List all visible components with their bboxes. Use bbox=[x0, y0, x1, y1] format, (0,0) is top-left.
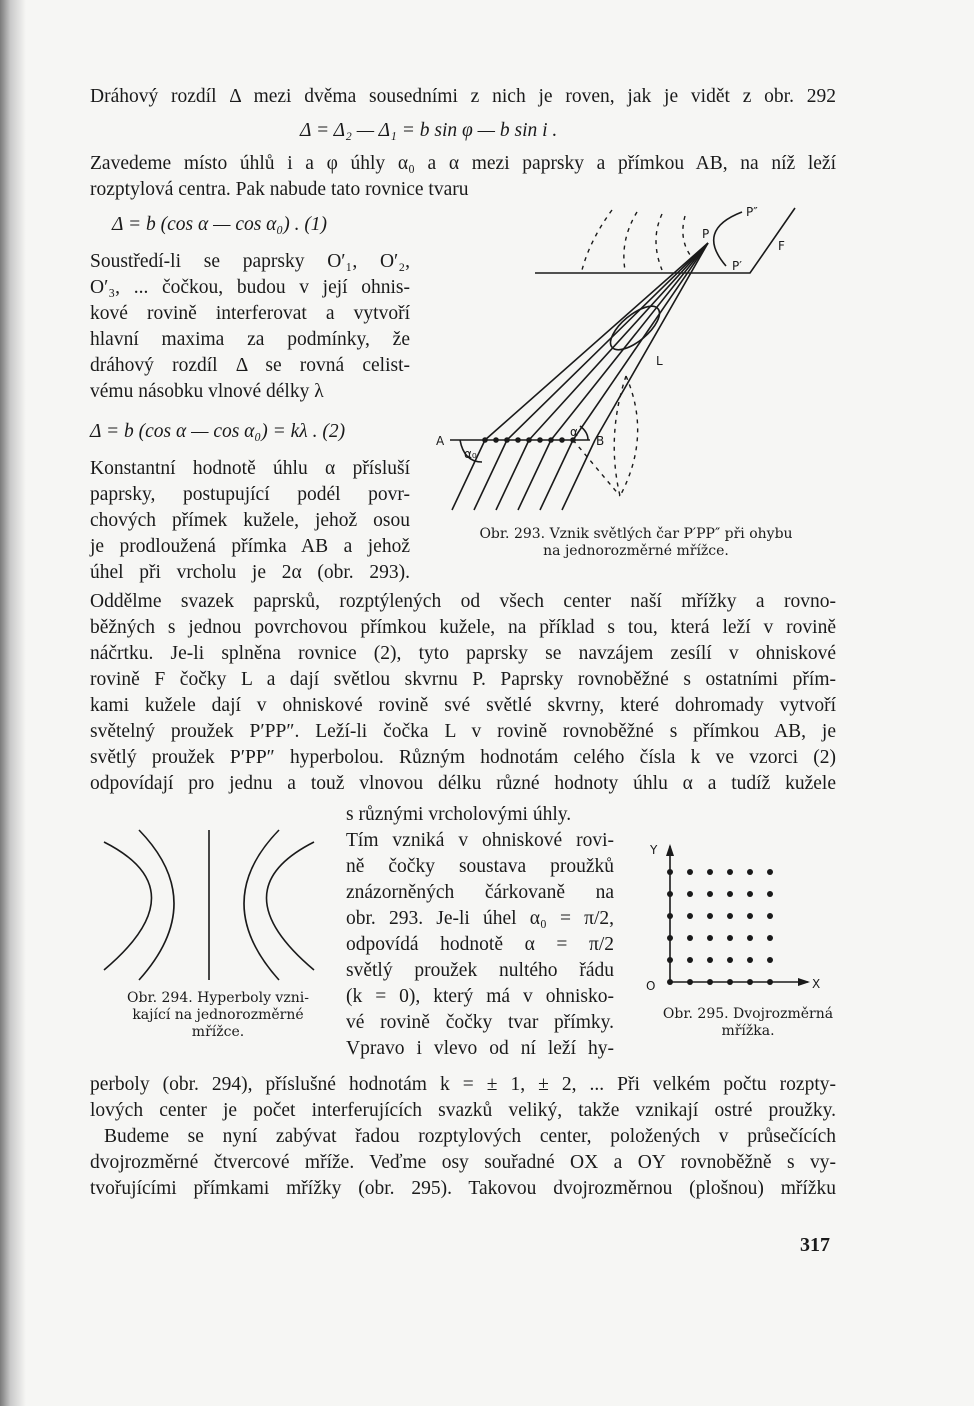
equation-2: Δ = b (cos α — cos α₀) = kλ . (2) bbox=[90, 421, 346, 442]
dashed-cone-arc bbox=[620, 376, 638, 496]
lattice-point bbox=[747, 935, 753, 941]
text-line: Tím vzniká v ohniskové rovi- bbox=[346, 830, 614, 851]
caption-line: Obr. 293. Vznik světlých čar P′PP″ při ohybu bbox=[479, 526, 793, 542]
lattice-point bbox=[687, 979, 693, 985]
hyperbola-right-outer bbox=[267, 842, 315, 970]
caption-line: Obr. 294. Hyperboly vzni- bbox=[127, 990, 309, 1006]
text-line: odpovídají pro jednu a touž vlnovou délku různé hodnoty úhlu α a tudíž kužele bbox=[90, 773, 836, 794]
lattice-point bbox=[667, 869, 673, 875]
lattice-point bbox=[687, 935, 693, 941]
text-line: kové rovině interferovat a vytvoří bbox=[90, 303, 410, 324]
text-line: rovině F čočky L a dají světlou skvrnu P. Paprsky rovnoběžné s ostatními přím- bbox=[90, 669, 836, 690]
y-axis-arrow-icon bbox=[666, 844, 674, 856]
label-x: X bbox=[812, 977, 821, 991]
lattice-point bbox=[747, 869, 753, 875]
text-line: Zavedeme místo úhlů i a φ úhly α₀ a α mezi paprsky a přímkou AB, na níž leží bbox=[90, 153, 836, 174]
scattering-centers bbox=[482, 437, 576, 443]
lattice-point bbox=[727, 935, 733, 941]
lattice-point bbox=[767, 935, 773, 941]
lattice-point bbox=[767, 891, 773, 897]
lattice-point bbox=[707, 913, 713, 919]
text-line: Konstantní hodnotě úhlu α přísluší bbox=[90, 458, 410, 479]
lattice-point bbox=[687, 891, 693, 897]
lattice-point bbox=[687, 869, 693, 875]
lattice-point bbox=[727, 891, 733, 897]
lattice-point bbox=[687, 913, 693, 919]
lattice-point bbox=[727, 869, 733, 875]
lattice-point bbox=[707, 957, 713, 963]
hyperbola-left-inner bbox=[139, 830, 174, 980]
lattice-point bbox=[747, 913, 753, 919]
figure-295-caption bbox=[650, 1006, 846, 1040]
figure-294-caption bbox=[100, 990, 336, 1041]
lattice-point bbox=[767, 913, 773, 919]
text-line: dráhový rozdíl Δ se rovná celist- bbox=[90, 355, 410, 376]
text-line: Budeme se nyní zabývat řadou rozptylových center, položených v průsečících bbox=[104, 1126, 836, 1147]
equation-1: Δ = b (cos α — cos α₀) . (1) bbox=[112, 214, 328, 235]
lattice-point bbox=[687, 957, 693, 963]
hyperbola-right-inner bbox=[244, 830, 279, 980]
label-a: A bbox=[436, 434, 445, 448]
lattice-point bbox=[727, 979, 733, 985]
label-o: O bbox=[646, 979, 656, 993]
caption-line: kající na jednorozměrné bbox=[132, 1007, 304, 1023]
lattice-point bbox=[747, 891, 753, 897]
lattice-point bbox=[707, 891, 713, 897]
text-line: Oddělme svazek paprsků, rozptýlených od všech center naší mřížky a rovno- bbox=[90, 591, 836, 612]
label-p: P bbox=[702, 227, 710, 241]
dashed-arc bbox=[683, 216, 694, 260]
text-line: světelný proužek P′PP″. Leží-li čočka L v rovině rovnoběžné s přímkou AB, je bbox=[90, 721, 836, 742]
lattice-point bbox=[667, 979, 673, 985]
figure-293-diagram bbox=[430, 200, 850, 520]
caption-line: na jednorozměrné mřížce. bbox=[543, 543, 729, 559]
label-y: Y bbox=[650, 843, 658, 857]
text-line: Vpravo i vlevo od ní leží hy- bbox=[346, 1038, 614, 1059]
equation-0: Δ = Δ₂ — Δ₁ = b sin φ — b sin i . bbox=[300, 120, 558, 141]
text-line: O′₃, ... čočkou, budou v její ohnis- bbox=[90, 277, 410, 298]
label-f: F bbox=[778, 239, 785, 253]
text-line: odpovídá hodnotě α = π/2 bbox=[346, 934, 614, 955]
caption-line: mřížce. bbox=[191, 1024, 245, 1040]
text-line: rozptylová centra. Pak nabude tato rovnice tvaru bbox=[90, 179, 469, 200]
lattice-point bbox=[727, 913, 733, 919]
hyperbola-left-outer bbox=[104, 842, 152, 970]
text-line: dvojrozměrné čtvercové mříže. Veďme osy souřadné OX a OY rovnoběžně s vy- bbox=[90, 1152, 836, 1173]
text-line: je prodloužená přímka AB a jehož bbox=[90, 536, 410, 557]
label-p1: P′ bbox=[732, 259, 742, 273]
lattice-points bbox=[667, 869, 773, 985]
text-line: vé rovině čočky tvar přímky. bbox=[346, 1012, 614, 1033]
text-line: vému násobku vlnové délky λ bbox=[90, 381, 324, 402]
text-line: lových center je počet interferujících svazků veliký, takže vznikají ostré proužky. bbox=[90, 1100, 836, 1121]
lattice-point bbox=[727, 957, 733, 963]
label-l: L bbox=[656, 354, 663, 368]
text-line: perboly (obr. 294), příslušné hodnotám k = ± 1, ± 2, ... Při velkém počtu rozpty- bbox=[90, 1074, 836, 1095]
lattice-point bbox=[767, 869, 773, 875]
lattice-point bbox=[767, 979, 773, 985]
text-line: obr. 293. Je-li úhel α₀ = π/2, bbox=[346, 908, 614, 929]
text-line: znázorněných čárkovaně na bbox=[346, 882, 614, 903]
figure-294-diagram bbox=[104, 830, 334, 980]
text-line: chových přímek kužele, jehož osou bbox=[90, 510, 410, 531]
x-axis-arrow-icon bbox=[798, 978, 810, 986]
lattice-point bbox=[667, 935, 673, 941]
text-line: běžných s jednou povrchovou přímkou kužele, na příklad s tou, která leží v rovině bbox=[90, 617, 836, 638]
caption-line: mřížka. bbox=[721, 1023, 775, 1039]
text-line: úhel při vrcholu je 2α (obr. 293). bbox=[90, 562, 410, 583]
dashed-cone-arc bbox=[614, 376, 626, 496]
text-line: (k = 0), který má v ohnisko- bbox=[346, 986, 614, 1007]
lattice-point bbox=[707, 869, 713, 875]
text-line: hlavní maxima za podmínky, že bbox=[90, 329, 410, 350]
text-line: ně čočky soustava proužků bbox=[346, 856, 614, 877]
dashed-arc bbox=[656, 214, 662, 270]
text-line: Soustředí-li se paprsky O′₁, O′₂, bbox=[90, 251, 410, 272]
label-alpha: α bbox=[570, 425, 578, 439]
lattice-point bbox=[667, 957, 673, 963]
binding-shadow bbox=[0, 0, 26, 1406]
lattice-point bbox=[747, 979, 753, 985]
caption-line: Obr. 295. Dvojrozměrná bbox=[662, 1006, 834, 1022]
figure-295-diagram bbox=[640, 840, 840, 1000]
dashed-arc bbox=[624, 212, 637, 270]
label-alpha0: α₀ bbox=[464, 447, 477, 461]
text-line: náčrtku. Je-li splněna rovnice (2), tyto paprsky se navzájem zesílí v ohniskové bbox=[90, 643, 836, 664]
text-line: kami kužele dají v ohniskové rovině své světlé skvrny, které dohromady vytvoří bbox=[90, 695, 836, 716]
dashed-arc bbox=[582, 210, 612, 270]
lattice-point bbox=[767, 957, 773, 963]
lattice-point bbox=[667, 913, 673, 919]
page-number: 317 bbox=[800, 1234, 830, 1256]
lattice-point bbox=[747, 957, 753, 963]
hyperbola-curve bbox=[714, 212, 742, 266]
text-line: paprsky, postupující podél povr- bbox=[90, 484, 410, 505]
text-line: světlý proužek P′PP″ hyperbolou. Různým hodnotám celého čísla k ve vzorci (2) bbox=[90, 747, 836, 768]
label-b: B bbox=[596, 434, 605, 448]
lattice-point bbox=[667, 891, 673, 897]
lattice-point bbox=[707, 935, 713, 941]
text-line: světlý proužek nultého řádu bbox=[346, 960, 614, 981]
text-line: s různými vrcholovými úhly. bbox=[346, 804, 572, 825]
lattice-point bbox=[707, 979, 713, 985]
text-line: tvořujícími přímkami mřížky (obr. 295). Takovou dvojrozměrnou (plošnou) mřížku bbox=[90, 1178, 836, 1199]
label-p2: P″ bbox=[746, 205, 758, 219]
figure-293-caption bbox=[446, 526, 826, 560]
text-line: Dráhový rozdíl Δ mezi dvěma sousedními z nich je roven, jak je vidět z obr. 292 bbox=[90, 86, 836, 107]
dashed-cone-line bbox=[573, 440, 620, 496]
